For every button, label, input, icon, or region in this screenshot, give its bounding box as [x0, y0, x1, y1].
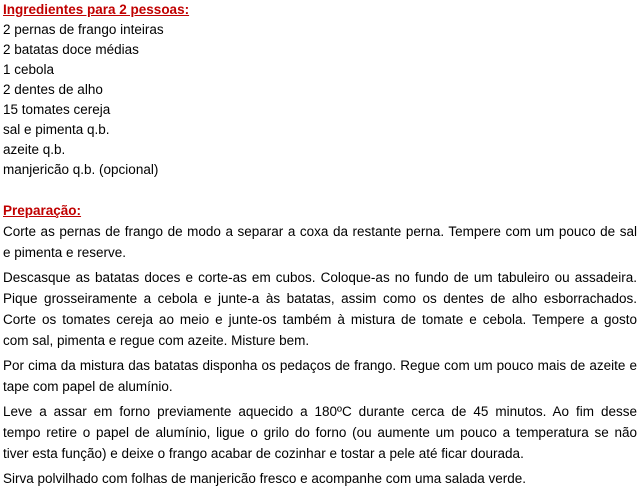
preparation-paragraph	[3, 468, 637, 489]
paragraph-line: Por cima da mistura das batatas disponha os pedaços de frango. Regue com um pouco mais de azeite e	[3, 358, 637, 373]
ingredient-item: azeite q.b.	[3, 142, 66, 157]
ingredient-item: manjericão q.b. (opcional)	[3, 162, 159, 177]
paragraph-line: Sirva polvilhado com folhas de manjericão fresco e acompanhe com uma salada verde.	[3, 471, 527, 486]
ingredient-item: sal e pimenta q.b.	[3, 122, 110, 137]
paragraph-line: Corte os tomates cereja ao meio e junte-os também à mistura de tomate e cebola. Tempere a gosto	[3, 312, 637, 327]
preparation-paragraph	[3, 267, 637, 351]
paragraph-line: tiver esta função) e deixe o frango acabar de cozinhar e tostar a pele até ficar dourada.	[3, 446, 524, 461]
paragraph-line: Pique grosseiramente a cebola e junte-a às batatas, assim como os dentes de alho esborrachados.	[3, 291, 637, 306]
preparation-heading: Preparação:	[3, 203, 82, 218]
ingredients-heading: Ingredientes para 2 pessoas:	[3, 2, 190, 17]
paragraph-line: Descasque as batatas doces e corte-as em cubos. Coloque-as no fundo de um tabuleiro ou assadeira.	[3, 270, 637, 285]
paragraph-line: com sal, pimenta e regue com azeite. Misture bem.	[3, 333, 310, 348]
section-spacer	[3, 180, 637, 201]
ingredient-item: 1 cebola	[3, 62, 55, 77]
paragraph-line: Corte as pernas de frango de modo a separar a coxa da restante perna. Tempere com um pouco de sal	[3, 224, 637, 239]
paragraph-line: e pimenta e reserve.	[3, 245, 127, 260]
preparation-paragraph	[3, 401, 637, 464]
ingredient-item: 15 tomates cereja	[3, 102, 111, 117]
preparation-paragraph	[3, 355, 637, 397]
ingredient-item: 2 batatas doce médias	[3, 42, 139, 57]
paragraph-line: tempo retire o papel de alumínio, ligue o grilo do forno (ou aumente um pouco a temperatura se não	[3, 425, 637, 440]
ingredient-item: 2 pernas de frango inteiras	[3, 22, 164, 37]
recipe-document	[3, 0, 637, 489]
paragraph-line: Leve a assar em forno previamente aquecido a 180ºC durante cerca de 45 minutos. Ao fim desse	[3, 404, 637, 419]
paragraph-line: tape com papel de alumínio.	[3, 379, 173, 394]
ingredient-item: 2 dentes de alho	[3, 82, 103, 97]
ingredients-list	[3, 20, 637, 180]
preparation-paragraph	[3, 221, 637, 263]
